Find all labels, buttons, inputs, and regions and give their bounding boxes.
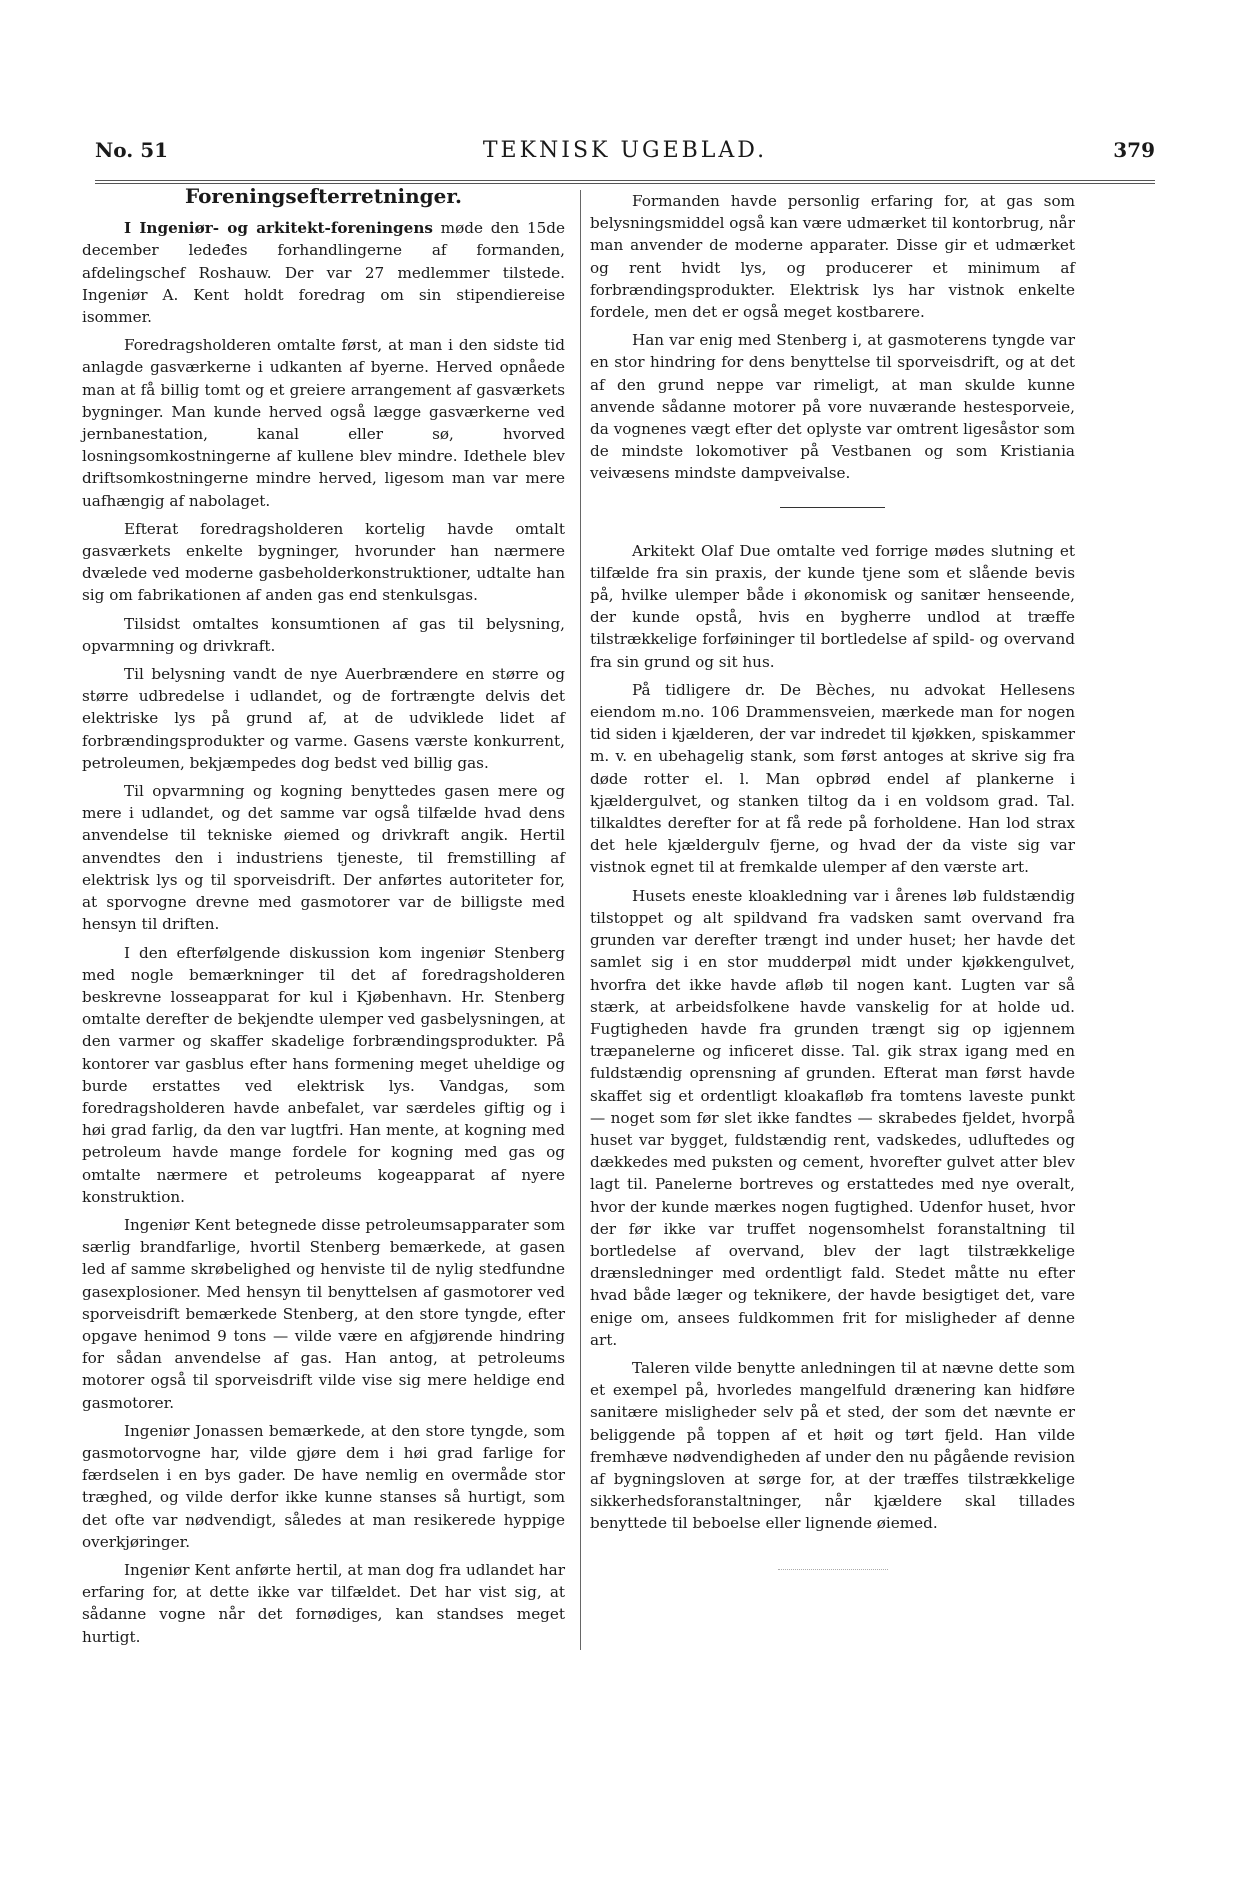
paragraph-text: Foredragsholderen omtalte først, at man i den sidste tid anlagde gasværkerne i udkanten af byerne. Herved opnåede man at få billig tomt og et greiere arrangement af gasværkets bygninger. Man kunde herved også lægge gasværkerne ved jernbanestation, kanal eller sø, hvorved losningsomkostningerne af kullene blev mindre. Idethele blev driftsomkostningerne mindre herved, ligesom man var mere uafhængig af nabolaget. xyxy=(82,336,565,510)
right-paragraphs-bottom xyxy=(590,540,1075,1535)
paragraph-lead: I Ingeniør- og arkitekt-foreningens xyxy=(124,219,433,238)
paragraph: Han var enig med Stenberg i, at gasmoterens tyngde var en stor hindring for dens benyttelse til sporveisdrift, og at det af den grund neppe var rimeligt, at man skulde kunne anvende sådanne motorer på vore nuværande hestesporveie, da vognenes vægt efter det oplyste var omtrent ligesåstor som de mindste lokomotiver på Vestbanen og som Kristiania veivæsens mindste dampveivalse. xyxy=(590,331,1075,483)
paragraph-text: Ingeniør Jonassen bemærkede, at den store tyngde, som gasmotorvogne har, vilde gjøre dem i høi grad farlige for færdselen i en bys gader. De have nemlig en overmåde stor træghed, og vilde derfor ikke kunne stanses så hurtigt, som det ofte var nødvendigt, således at man resikerede hyppige overkjøringer. xyxy=(82,1421,565,1551)
paragraph-text: Ingeniør Kent anførte hertil, at man dog fra udlandet har erfaring for, at dette ikke var tilfældet. Det har vist sig, at sådanne vogne når det fornødiges, kan standses meget hurtigt. xyxy=(82,1560,565,1646)
paragraph xyxy=(82,663,565,774)
paragraph xyxy=(82,780,565,935)
paragraph-text: Til belysning vandt de nye Auerbrændere en større og større udbredelse i udlandet, og de fortrængte delvis det elektriske lys på grund af, at de udviklede lidet af forbrændingsprodukter og varme. Gasens værste konkurrent, petroleumen, bekjæmpedes dog bedst ved billig gas. xyxy=(82,665,565,772)
paragraph: Husets eneste kloakledning var i årenes løb fuldstændig tilstoppet og alt spildvand fra vadsken samt overvand fra grunden var derefter trængt ind under huset; her havde det samlet sig i en stor mudderpøl midt under kjøkkengulvet, hvorfra det ikke havde afløb til nogen kant. Lugten var så stærk, at arbeidsfolkene havde vanskelig for at holde ud. Fugtigheden havde fra grunden trængt sig op igjennem træpanelerne og inficeret disse. Tal. gik strax igang med en fuldstændig oprensning af grunden. Efterat man først havde skaffet sig et ordentligt kloakafløb fra tomtens laveste punkt — noget som før slet ikke fandtes — skrabedes fjeldet, hvorpå huset var bygget, fuldstændig rent, vadskedes, udluftedes og dækkedes med puksten og cement, hvorefter gulvet atter blev lagt til. Panelerne bortreves og erstattedes med nye overalt, hvor der kunde mærkes nogen fugtighed. Udenfor huset, hvor der før ikke var truffet nogensomhelst foranstaltning til bortledelse af overvand, blev der lagt tilstrækkelige drænsledninger med ordentligt fald. Stedet måtte nu efter hvad både læger og teknikere, der havde besigtiget det, vare enige om, ansees fuldkommen frit for misligheder af denne art. xyxy=(590,886,1075,1349)
paragraph: På tidligere dr. De Bèches, nu advokat Hellesens eiendom m.no. 106 Drammensveien, mærkede man for nogen tid siden i kjælderen, der var indredet til kjøkken, spiskammer m. v. en ubehagelig stank, som først antoges at skrive sig fra døde rotter el. l. Man opbrød endel af plankerne i kjældergulvet, og stanken tiltog da i en voldsom grad. Tal. tilkaldtes derefter for at få rede på forholdene. Han lod strax det hele kjældergulv fjerne, og hvad der da viste sig var vistnok egnet til at fremkalde ulemper af den værste art. xyxy=(590,680,1075,877)
paragraph xyxy=(82,942,565,1208)
paragraph: Arkitekt Olaf Due omtalte ved forrige mødes slutning et tilfælde fra sin praxis, der kunde tjene som et slående bevis på, hvilke ulemper både i økonomisk og sanitær henseende, der kunde opstå, hvis en bygherre undlod at træffe tilstrækkelige forføininger til bortledelse af spild- og overvand fra sin grund og sit hus. xyxy=(590,541,1075,671)
section-separator xyxy=(780,507,885,508)
paragraph-text: møde den 15de december ledeđes forhandlingerne af formanden, afdelingschef Roshauw. Der var 27 medlemmer tilstede. Ingeniør A. Kent holdt foredrag om sin stipendiereise isommer. xyxy=(82,219,565,327)
paragraph xyxy=(82,518,565,607)
paragraph: Taleren vilde benytte anledningen til at nævne dette som et exempel på, hvorledes mangelfuld drænering kan hidføre sanitære misligheder selv på et sted, der som det nævnte er beliggende på toppen af et høit og tørt fjeld. Han vilde fremhæve nødvendigheden af under den nu pågående revision af bygningsloven at sørge for, at der træffes tilstrækkelige sikkerhedsforanstaltninger, når kjældere skal tillades benyttede til beboelse eller lignende øiemed. xyxy=(590,1358,1075,1533)
right-column xyxy=(590,190,1075,1570)
section-title: Foreningsefterretninger. xyxy=(184,184,462,208)
paragraph xyxy=(82,217,565,328)
journal-title: TEKNISK UGEBLAD. xyxy=(482,138,768,163)
page-number: 379 xyxy=(1113,138,1155,162)
end-separator xyxy=(778,1569,888,1570)
left-column xyxy=(82,185,565,1654)
paragraph-text: Tilsidst omtaltes konsumtionen af gas til belysning, opvarmning og drivkraft. xyxy=(82,614,565,655)
paragraph-text: Efterat foredragsholderen kortelig havde omtalt gasværkets enkelte bygninger, hvorunder han nærmere dvælede ved moderne gasbeholderkonstruktioner, udtalte han sig om fabrikationen af anden gas end stenkulsgas. xyxy=(82,519,565,605)
paragraph xyxy=(82,1420,565,1553)
right-paragraphs-top xyxy=(590,190,1075,485)
issue-number: No. 51 xyxy=(95,138,169,162)
paragraph xyxy=(82,613,565,657)
column-divider xyxy=(580,190,581,1650)
paragraph-text: Ingeniør Kent betegnede disse petroleumsapparater som særlig brandfarlige, hvortil Stenberg bemærkede, at gasen led af samme skrøbelighed og henviste til de nylig stedfundne gasexplosioner. Med hensyn til benyttelsen af gasmotorer ved sporveisdrift bemærkede Stenberg, at den store tyngde, efter opgave henimod 9 tons — vilde være en afgjørende hindring for sådan anvendelse af gas. Han antog, at petroleums motorer også til sporveisdrift vilde vise sig mere heldige end gasmotorer. xyxy=(82,1215,565,1412)
left-paragraphs xyxy=(82,217,565,1648)
paragraph: Formanden havde personlig erfaring for, at gas som belysningsmiddel også kan være udmærket til kontorbrug, når man anvender de moderne apparater. Disse gir et udmærket og rent hvidt lys, og producerer et minimum af forbrændingsprodukter. Elektrisk lys har vistnok enkelte fordele, men det er også meget kostbarere. xyxy=(590,192,1075,322)
paragraph-text: I den efterfølgende diskussion kom ingeniør Stenberg med nogle bemærkninger til det af foredragsholderen beskrevne losseapparat for kul i Kjøbenhavn. Hr. Stenberg omtalte derefter de bekjendte ulemper ved gasbelysningen, at den varmer og skaffer skadelige forbrændingsprodukter. På kontorer var gasblus efter hans formening meget uheldige og burde erstattes ved elektrisk lys. Vandgas, som foredragsholderen havde anbefalet, var særdeles giftig og i høi grad farlig, da den var lugtfri. Han mente, at kogning med petroleum havde mange fordele for kogning med gas og omtalte nærmere et petroleums kogeapparat af nyere konstruktion. xyxy=(82,943,565,1206)
paragraph xyxy=(82,1559,565,1648)
paragraph xyxy=(82,1214,565,1414)
paragraph-text: Til opvarmning og kogning benyttedes gasen mere og mere i udlandet, og det samme var også tilfælde hvad dens anvendelse til tekniske øiemed og drivkraft angik. Hertil anvendtes den i industriens tjeneste, til fremstilling af elektrisk lys og til sporveisdrift. Der anførtes autoriteter for, at sporvogne drevne med gasmotorer var de billigste med hensyn til driften. xyxy=(82,782,565,934)
page-header xyxy=(95,138,1155,168)
paragraph xyxy=(82,334,565,512)
